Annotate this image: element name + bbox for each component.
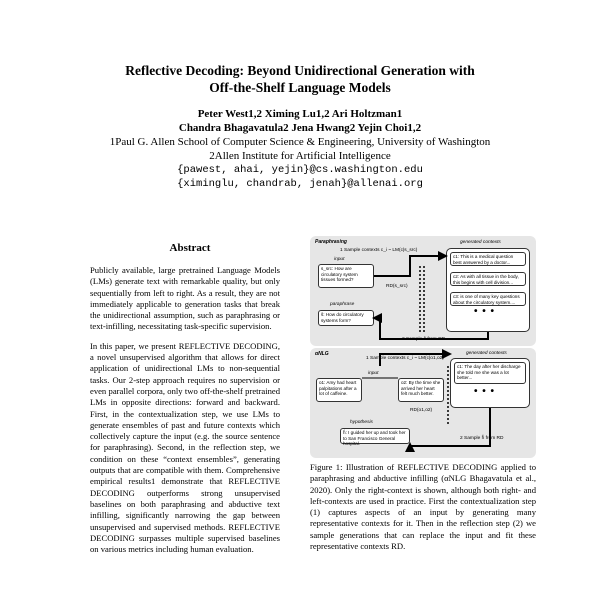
anlg-hyp-box: ĥ: I guided her up and took her to San Francisco General hospital. (340, 428, 410, 444)
para-paraphrase-box: ŝ: How do circulatory systems form? (318, 310, 374, 326)
paraphrasing-tag: Paraphrasing (315, 239, 347, 245)
anlg-context-1: c1: The day after her discharge she told me she was a lot better... (454, 362, 526, 384)
figure-1 (310, 236, 536, 458)
abstract-body (90, 265, 280, 563)
para-step-2: 2 Sample ŝ from RD (402, 337, 446, 342)
para-step-1: 1 Sample contexts c_i ~ LM(c|s_src) (340, 248, 418, 253)
para-context-3: c3: is one of many key questions about the circulatory system.... (450, 292, 526, 306)
anlg-arrow-2 (410, 408, 490, 446)
email-line-1: {pawest, ahai, yejin}@cs.washington.edu (177, 164, 423, 176)
affiliation-2: 2Allen Institute for Artificial Intelligence (209, 150, 391, 162)
figure-arrows (310, 236, 536, 458)
anlg-gen-label: generated contexts (466, 351, 507, 356)
anlg-input-label: input (368, 371, 379, 376)
anlg-arrow-1 (380, 354, 450, 366)
para-rd-label: RD(s_src) (386, 284, 408, 289)
para-arrow-1 (374, 256, 446, 276)
para-input-label: input (334, 257, 345, 262)
para-context-1: c1: This is a medical question best answered by a doctor... (450, 252, 526, 266)
anlg-step-2: 2 Sample ĥ from RD (460, 436, 504, 441)
title-line-1: Reflective Decoding: Beyond Unidirectional Generation with (125, 63, 475, 78)
author-line-1: Peter West1,2 Ximing Lu1,2 Ari Holtzman1 (197, 108, 403, 120)
title-line-2: Off-the-Shelf Language Models (209, 80, 391, 95)
author-block (0, 107, 600, 191)
para-arrow-2 (374, 318, 488, 339)
para-more-dots: • • • (474, 306, 496, 317)
anlg-tag: αNLG (315, 351, 329, 357)
para-paraphrase-label: paraphrase (330, 302, 355, 307)
anlg-o1-box: o1: Amy had heart palpitations after a lot of caffeine. (316, 378, 362, 402)
para-gen-label: generated contexts (460, 240, 501, 245)
abstract-paragraph-1: Publicly available, large pretrained Language Models (LMs) generate text with remarkable quality, but only sequentially from left to right. As a result, they are not immediately applicable to generation tasks that break the unidirectional assumption, such as paraphrasing or text-infilling, necessitating task-specific supervision. (90, 265, 280, 332)
anlg-hyp-label: hypothesis (350, 420, 373, 425)
para-input-box: s_src: How are circulatory system tissues formed? (318, 264, 374, 288)
abstract-heading: Abstract (169, 242, 211, 254)
affiliation-1: 1Paul G. Allen School of Computer Science & Engineering, University of Washington (109, 136, 491, 148)
figure-caption: Figure 1: Illustration of REFLECTIVE DECODING applied to paraphrasing and abductive infilling (αNLG Bhagavatula et al., 2020). Only the right-context is shown, although both right- and left-contexts are used in practice. First the contextualization step (1) captures aspects of an input by generating many representative contexts for it. Then in the reflection step (2) we sample generations that can replace the input and fit these representative contexts RD. (310, 462, 536, 552)
para-context-2: c2: As with all tissue in the body, this begins with cell division... (450, 272, 526, 286)
email-line-2: {ximinglu, chandrab, jenah}@allenai.org (177, 178, 423, 190)
anlg-step-1: 1 Sample contexts c_i ~ LM(c|o1,o2) (366, 356, 444, 361)
author-line-2: Chandra Bhagavatula2 Jena Hwang2 Yejin Choi1,2 (178, 122, 422, 134)
anlg-rd-label: RD(o1,o2) (410, 408, 433, 413)
anlg-more-dots: • • • (474, 386, 496, 397)
anlg-o2-box: o2: By the time she arrived her heart felt much better. (398, 378, 444, 402)
paper-title (0, 62, 600, 96)
abstract-paragraph-2: In this paper, we present REFLECTIVE DECODING, a novel unsupervised algorithm that allows for direct application of unidirectional LMs to non-sequential tasks. Our 2-step approach requires no supervision or even parallel corpora, only two off-the-shelf pretrained LMs in opposite directions: forward and backward. First, in the contextualization step, we use LMs to generate ensembles of past and future contexts which collectively capture the input (e.g. the source sentence for paraphrasing). Second, in the reflection step, we condition on these “context ensembles”, generating outputs that are compatible with them. Comprehensive empirical results1 demonstrate that REFLECTIVE DECODING outperforms strong unsupervised baselines on both paraphrasing and abductive text infilling, significantly narrowing the gap between unsupervised and supervised methods. REFLECTIVE DECODING surpasses multiple supervised baselines on various metrics including human evaluation. (90, 340, 280, 555)
